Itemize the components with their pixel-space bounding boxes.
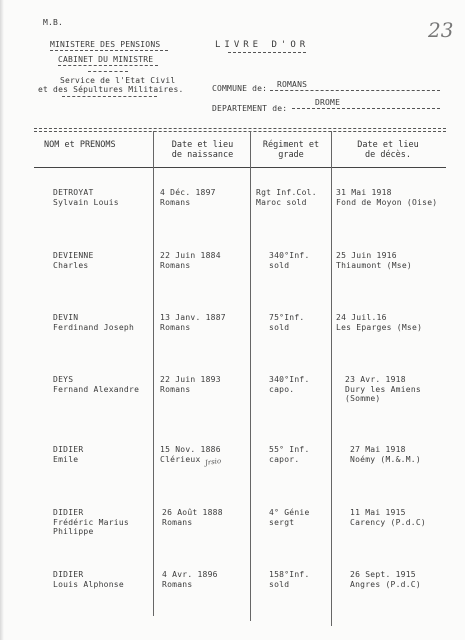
col-header-regiment-line2: grade [278, 150, 304, 160]
col-header-death-line2: de décès. [364, 150, 412, 160]
row-name: DEYS Fernand Alexandre [53, 375, 140, 394]
column-divider-1 [153, 131, 154, 616]
col-header-regiment-line1: Régiment et [262, 140, 320, 150]
row-death: 23 Avr. 1918 Dury les Amiens (Somme) [345, 375, 421, 403]
row-regiment: 340°Inf. sold [269, 251, 310, 270]
row-name: DIDIER Frédéric Marius Philippe [53, 508, 129, 536]
separator-dash [88, 71, 128, 72]
handwritten-annotation: Jrsio [204, 456, 222, 468]
row-regiment: 340°Inf. capo. [269, 375, 310, 394]
row-birth: 22 Juin 1884 Romans [160, 251, 221, 270]
col-header-birth-line2: de naissance [171, 150, 234, 160]
service-line-2: et des Sépultures Militaires. [38, 85, 184, 94]
row-death: 11 Mai 1915 Carency (P.d.C) [350, 508, 426, 527]
commune-value: ROMANS [277, 80, 308, 89]
departement-value: DROME [315, 98, 341, 107]
service-line-1: Service de l'Etat Civil [60, 76, 176, 85]
page-edge-shadow [0, 0, 4, 640]
row-death: 25 Juin 1916 Thiaumont (Mse) [336, 251, 412, 270]
row-birth: 26 Août 1888 Romans [162, 508, 223, 527]
row-birth: 4 Avr. 1896 Romans [162, 570, 218, 589]
row-birth: 13 Janv. 1887 Romans [160, 313, 226, 332]
departement-label: DEPARTEMENT de: [212, 104, 288, 113]
commune-line [270, 90, 440, 91]
row-regiment: 158°Inf. sold [269, 570, 310, 589]
row-regiment: 75°Inf. sold [269, 313, 305, 332]
col-header-birth [155, 140, 250, 160]
table-top-rule-1 [34, 128, 446, 129]
row-name: DIDIER Emile [53, 445, 84, 464]
col-header-death [332, 140, 444, 160]
row-name: DEVIENNE Charles [53, 251, 94, 270]
top-mark: M.B. [43, 18, 64, 27]
table-header-rule [34, 167, 446, 168]
cabinet-underline [58, 65, 158, 66]
row-death: 26 Sept. 1915 Angres (P.d.C) [350, 570, 421, 589]
ministry-underline [50, 50, 168, 51]
commune-label: COMMUNE de: [212, 84, 268, 93]
col-header-name: NOM et PRENOMS [44, 140, 116, 150]
row-birth: 15 Nov. 1886 Clérieux [160, 445, 221, 464]
service-underline [62, 96, 157, 97]
row-name: DIDIER Louis Alphonse [53, 570, 124, 589]
row-death: 31 Mai 1918 Fond de Moyon (Oise) [336, 188, 438, 207]
table-top-rule-2 [34, 131, 446, 132]
book-title: LIVRE D'OR [215, 40, 310, 50]
row-name: DEVIN Ferdinand Joseph [53, 313, 135, 332]
page-number: 23 [428, 18, 454, 42]
row-death: 27 Mai 1918 Noémy (M.&.M.) [350, 445, 421, 464]
book-title-underline [228, 52, 306, 53]
ministry-title: MINISTERE DES PENSIONS [50, 40, 161, 49]
row-death: 24 Juil.16 Les Eparges (Mse) [336, 313, 423, 332]
column-divider-2 [250, 131, 251, 621]
row-name: DETROYAT Sylvain Louis [53, 188, 119, 207]
col-header-death-line1: Date et lieu [357, 140, 419, 150]
row-birth: 4 Déc. 1897 Romans [160, 188, 216, 207]
col-header-regiment [251, 140, 331, 160]
row-birth: 22 Juin 1893 Romans [160, 375, 221, 394]
row-regiment: 55° Inf. capor. [269, 445, 310, 464]
row-regiment: 4° Génie sergt [269, 508, 310, 527]
col-header-birth-line1: Date et lieu [171, 140, 234, 150]
departement-line [292, 108, 440, 109]
row-regiment: Rgt Inf.Col. Maroc sold [256, 188, 317, 207]
column-divider-3 [331, 131, 332, 626]
cabinet-title: CABINET DU MINISTRE [58, 55, 154, 64]
